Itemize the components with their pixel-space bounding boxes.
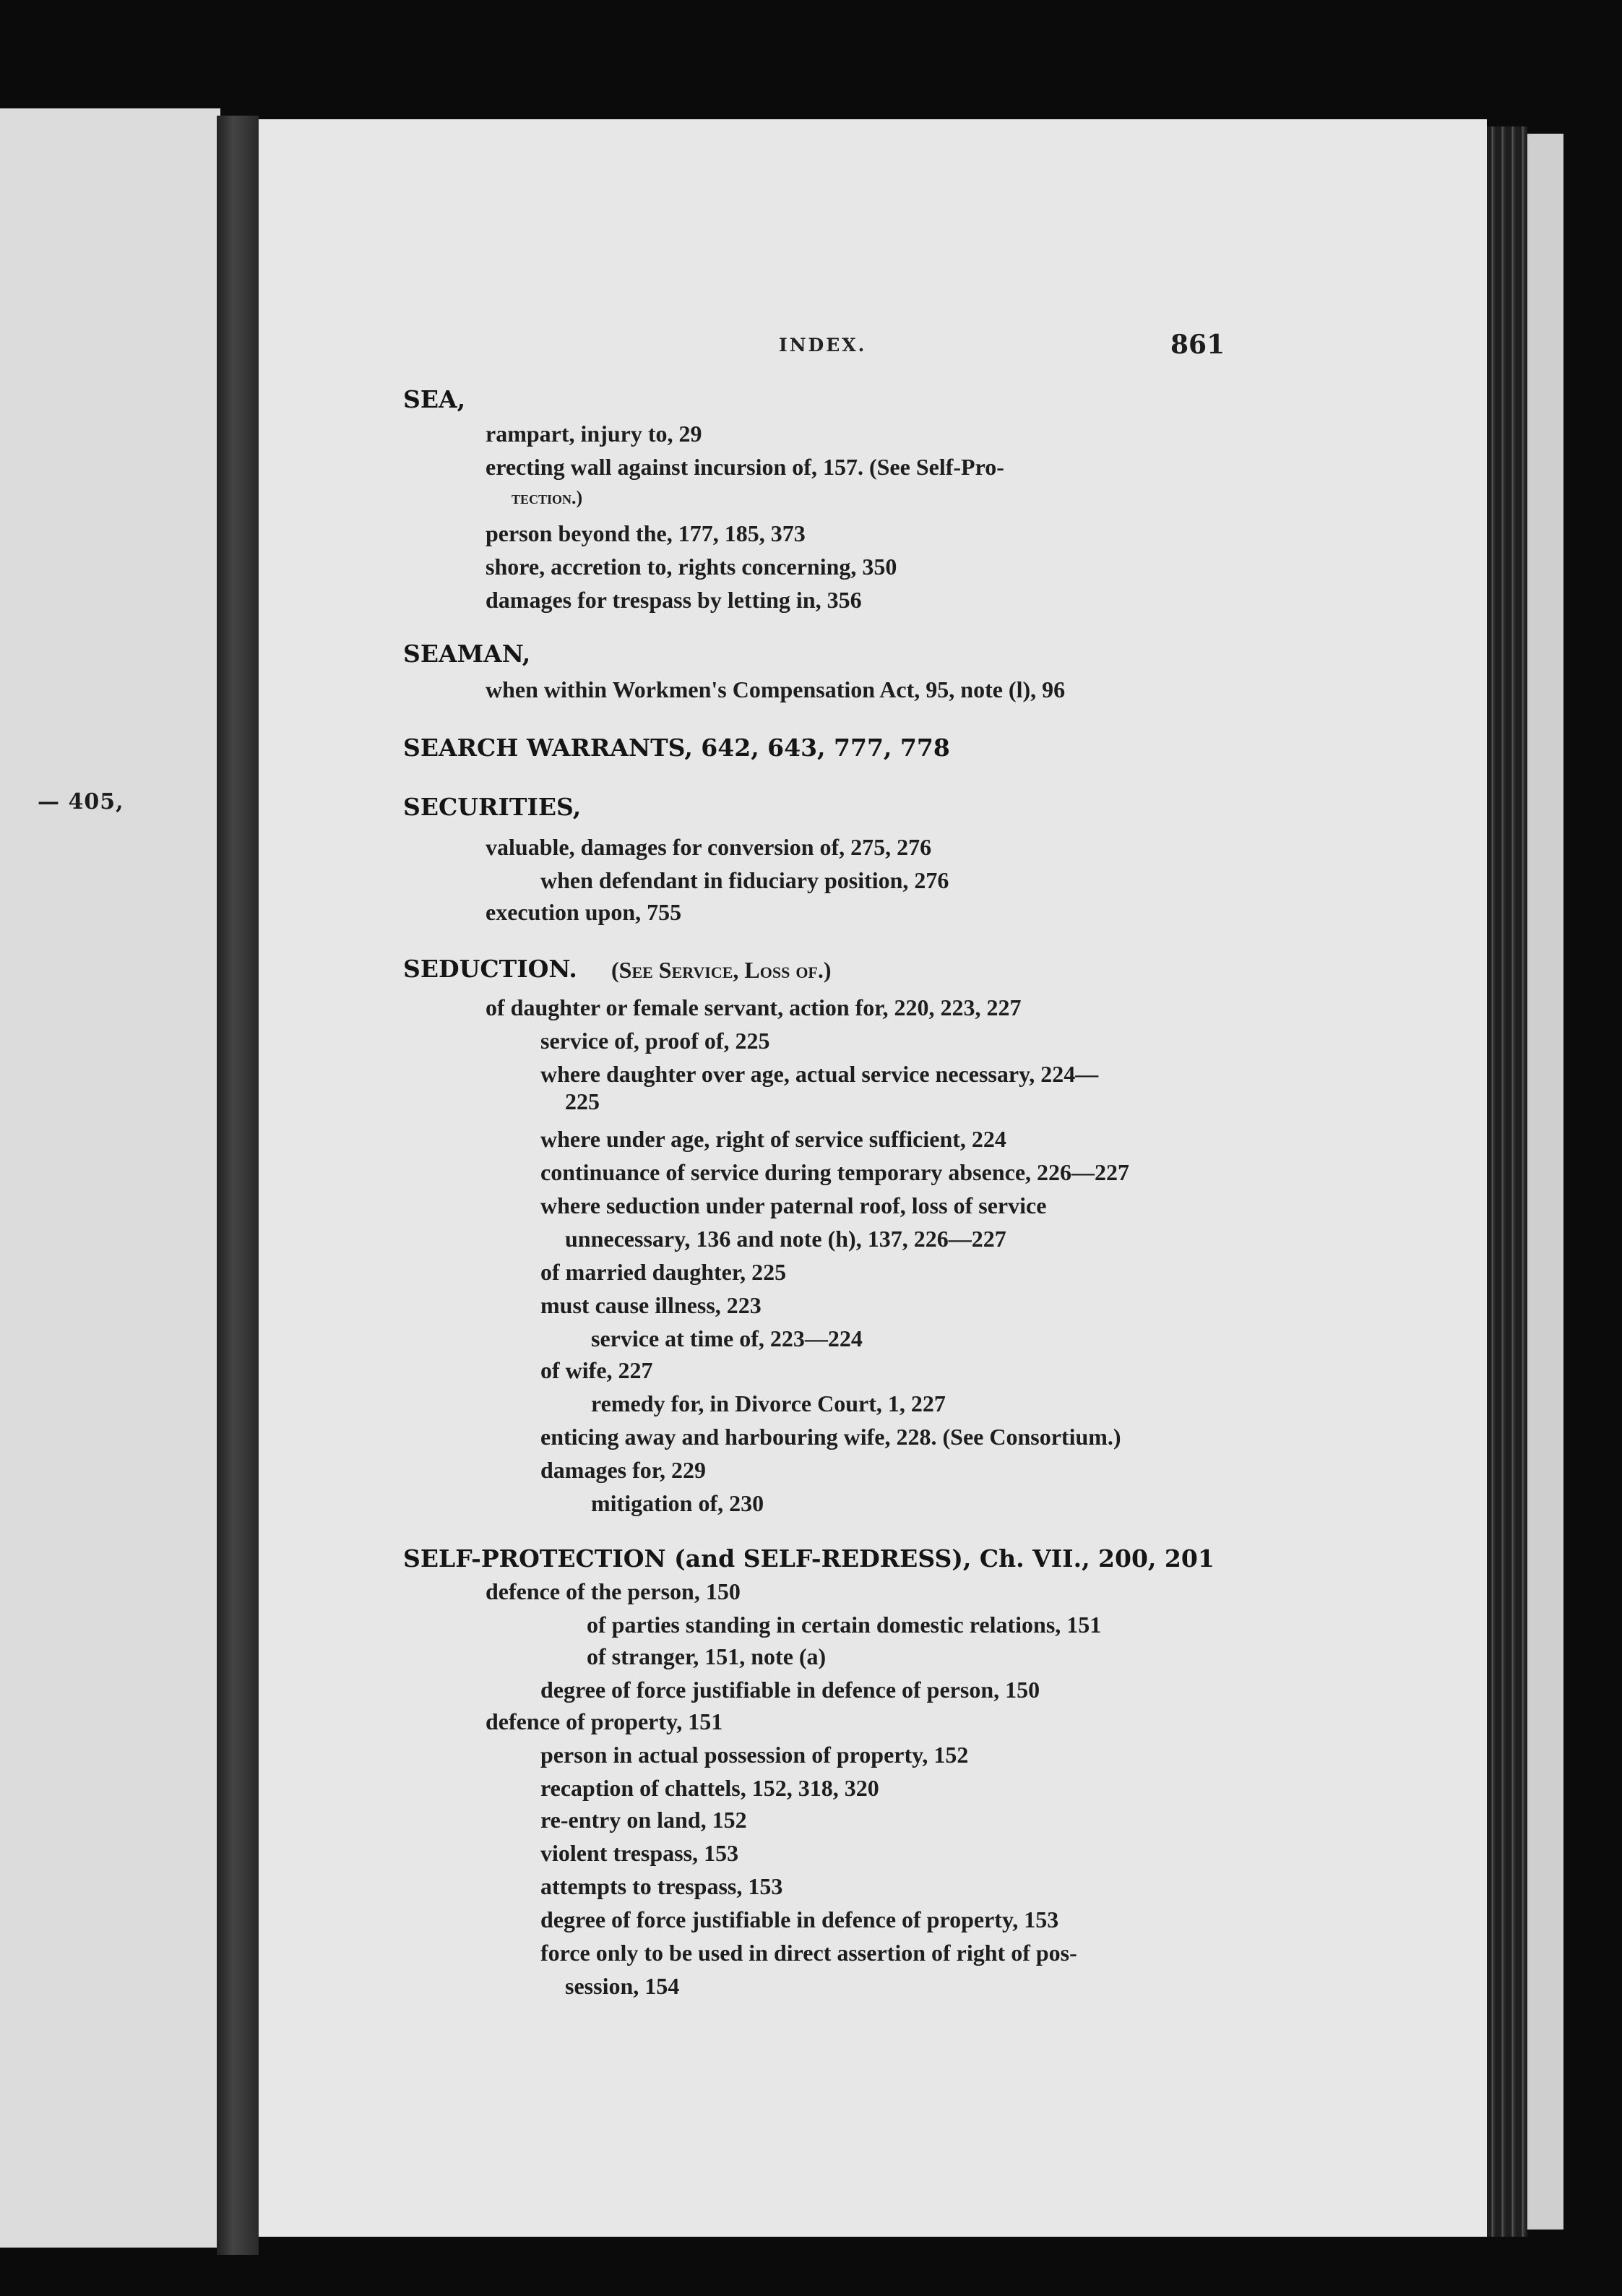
index-subentry: shore, accretion to, rights concerning, 350 [486, 554, 897, 580]
index-subentry: damages for trespass by letting in, 356 [486, 587, 862, 613]
index-subentry-level3: service at time of, 223—224 [591, 1325, 863, 1351]
index-subentry: defence of property, 151 [486, 1708, 723, 1734]
index-subentry-level2: when defendant in fiduciary position, 276 [540, 867, 949, 893]
index-subentry: defence of the person, 150 [486, 1578, 741, 1604]
index-subentry: rampart, injury to, 29 [486, 421, 702, 447]
page-number: 861 [1170, 330, 1225, 360]
index-subentry-level2: recaption of chattels, 152, 318, 320 [540, 1775, 879, 1801]
index-subentry-continued: session, 154 [565, 1973, 680, 1999]
index-subentry-level3: of stranger, 151, note (a) [587, 1643, 827, 1669]
index-subentry-level2: force only to be used in direct assertion of right of pos- [540, 1940, 1077, 1966]
index-subentry: when within Workmen's Compensation Act, 95, note (l), 96 [486, 676, 1066, 702]
index-subentry-level2: where seduction under paternal roof, loss of service [540, 1192, 1047, 1218]
entry-heading-securities: SECURITIES, [403, 793, 582, 821]
index-subentry: person beyond the, 177, 185, 373 [486, 520, 806, 546]
index-subentry: erecting wall against incursion of, 157. (See Self-Pro- [486, 454, 1004, 480]
index-subentry-level2: enticing away and harbouring wife, 228. (See Consortium.) [540, 1424, 1121, 1450]
entry-heading-search-warrants: SEARCH WARRANTS, 642, 643, 777, 778 [403, 734, 950, 762]
index-subentry-level2: where under age, right of service sufficient, 224 [540, 1126, 1006, 1152]
index-subentry-level2: violent trespass, 153 [540, 1840, 739, 1866]
index-subentry-level2: re-entry on land, 152 [540, 1807, 747, 1833]
page-stack-edge [1487, 126, 1527, 2237]
index-subentry-level3: mitigation of, 230 [591, 1490, 764, 1516]
index-subentry-level2: must cause illness, 223 [540, 1292, 762, 1318]
index-subentry-level2: attempts to trespass, 153 [540, 1873, 783, 1899]
index-subentry-level2: of wife, 227 [540, 1357, 653, 1383]
entry-heading-seduction: SEDUCTION. [403, 955, 577, 983]
index-subentry-continued: 225 [565, 1088, 600, 1114]
index-subentry-level3: of parties standing in certain domestic relations, 151 [587, 1612, 1102, 1638]
index-subentry-level2: service of, proof of, 225 [540, 1028, 770, 1054]
index-subentry-level2: damages for, 229 [540, 1457, 707, 1483]
entry-heading-self-protection: SELF-PROTECTION (and SELF-REDRESS), Ch. VII., 200, 201 [403, 1544, 1215, 1573]
running-header: INDEX. [779, 335, 867, 356]
index-subentry-level2: person in actual possession of property, 152 [540, 1742, 969, 1768]
index-subentry: of daughter or female servant, action for, 220, 223, 227 [486, 994, 1022, 1020]
index-subentry-level2: degree of force justifiable in defence of person, 150 [540, 1677, 1040, 1703]
book-gutter [217, 116, 259, 2255]
index-subentry: execution upon, 755 [486, 899, 682, 925]
index-subentry: valuable, damages for conversion of, 275, 276 [486, 834, 932, 860]
cross-reference: (See Service, Loss of.) [611, 957, 832, 983]
entry-heading-seaman: SEAMAN, [403, 640, 531, 668]
entry-heading-sea: SEA, [403, 385, 466, 413]
index-subentry-level2: of married daughter, 225 [540, 1259, 787, 1285]
index-subentry-level2: where daughter over age, actual service necessary, 224— [540, 1061, 1099, 1087]
right-page-strip [1527, 134, 1563, 2230]
previous-page-edge [0, 108, 220, 2248]
index-subentry-continued: unnecessary, 136 and note (h), 137, 226—227 [565, 1226, 1006, 1252]
index-subentry-level2: degree of force justifiable in defence of property, 153 [540, 1906, 1059, 1932]
index-subentry-level2: continuance of service during temporary absence, 226—227 [540, 1159, 1130, 1185]
index-subentry-continued: tection.) [512, 487, 583, 508]
index-subentry-level3: remedy for, in Divorce Court, 1, 227 [591, 1390, 946, 1416]
previous-page-fragment: — 405, [38, 789, 124, 814]
